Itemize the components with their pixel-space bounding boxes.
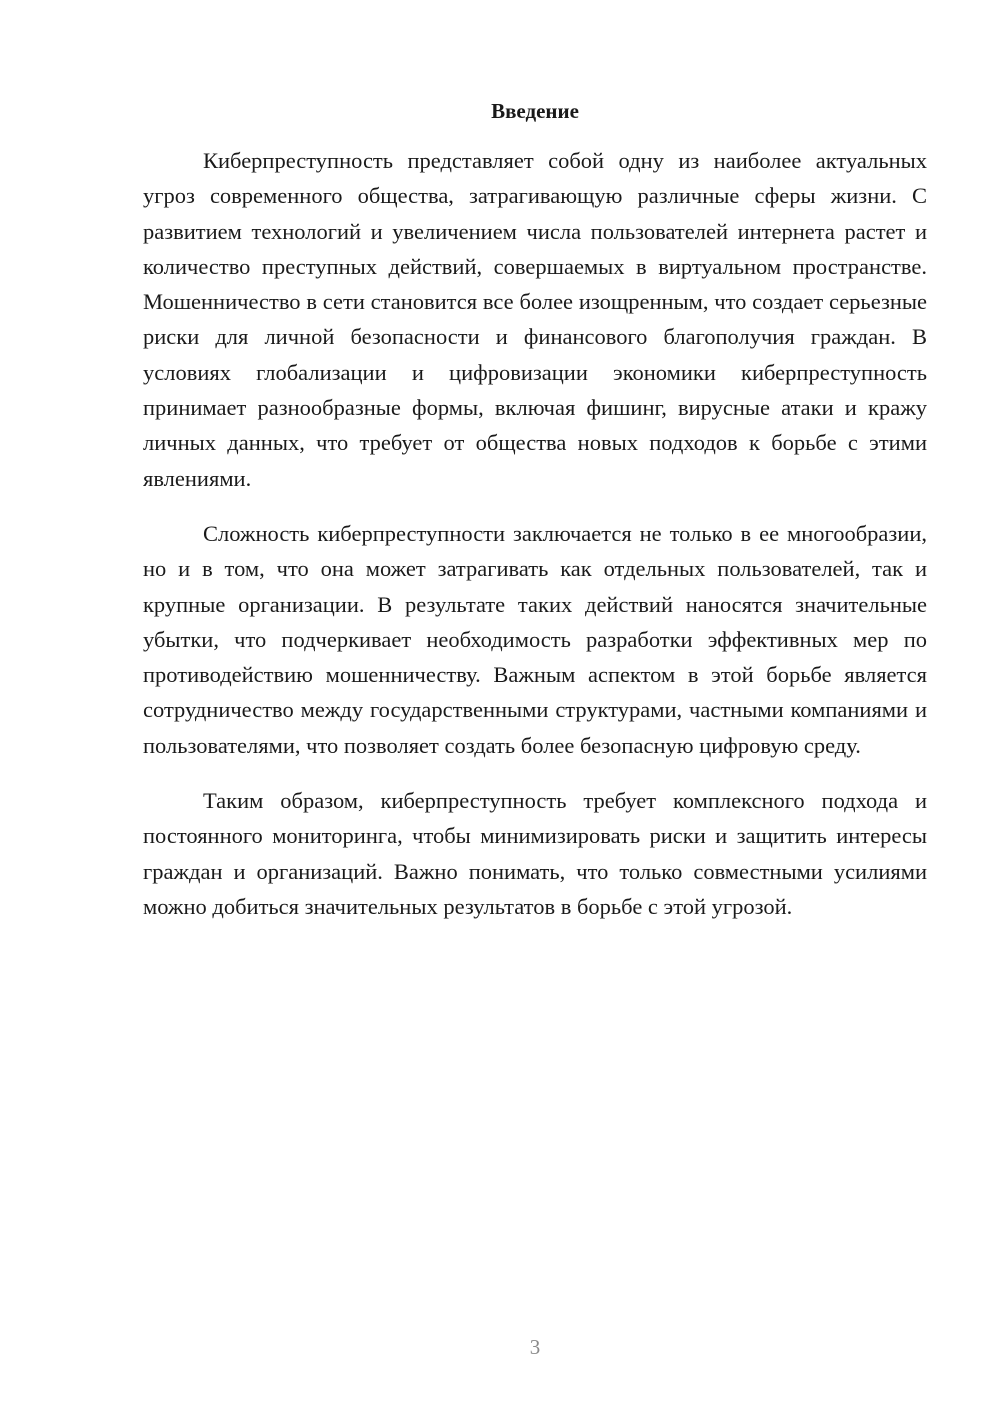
section-heading: Введение <box>491 99 579 123</box>
body-text <box>143 143 927 924</box>
paragraph-1: Киберпреступность представляет собой одну из наиболее актуальных угроз современного общества, затрагивающую различные сферы жизни. С развитием технологий и увеличением числа пользователей интернета растет и количество преступных действий, совершаемых в виртуальном пространстве. Мошенничество в сети становится все более изощренным, что создает серьезные риски для личной безопасности и финансового благополучия граждан. В условиях глобализации и цифровизации экономики киберпреступность принимает разнообразные формы, включая фишинг, вирусные атаки и кражу личных данных, что требует от общества новых подходов к борьбе с этими явлениями. <box>143 148 927 491</box>
paragraph-2: Сложность киберпреступности заключается не только в ее многообразии, но и в том, что она может затрагивать как отдельных пользователей, так и крупные организации. В результате таких действий наносятся значительные убытки, что подчеркивает необходимость разработки эффективных мер по противодействию мошенничеству. Важным аспектом в этой борьбе является сотрудничество между государственными структурами, частными компаниями и пользователями, что позволяет создать более безопасную цифровую среду. <box>143 520 927 758</box>
paragraph-3: Таким образом, киберпреступность требует комплексного подхода и постоянного мониторинга, чтобы минимизировать риски и защитить интересы граждан и организаций. Важно понимать, что только совместными усилиями можно добиться значительных результатов в борьбе с этой угрозой. <box>143 788 927 919</box>
page-number: 3 <box>529 1335 541 1359</box>
